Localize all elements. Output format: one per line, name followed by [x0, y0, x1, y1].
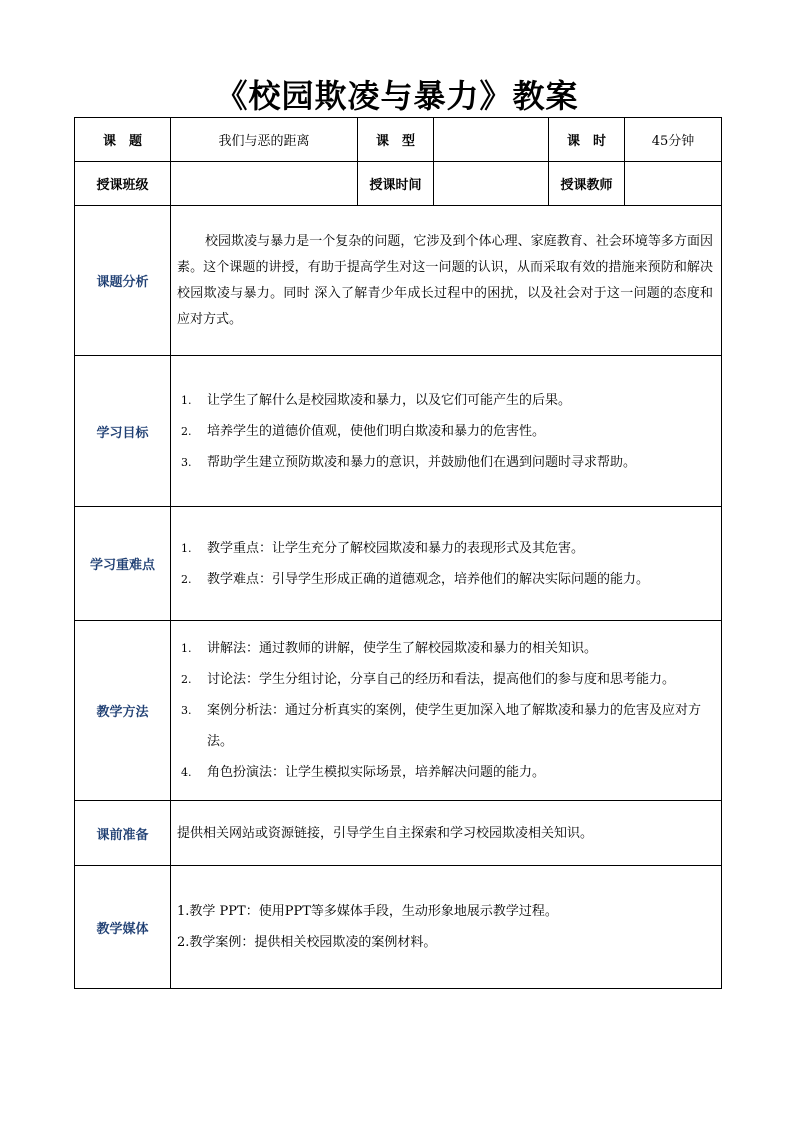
analysis-content [171, 206, 722, 356]
hours-value: 45分钟 [625, 118, 722, 162]
list-item: 2. 培养学生的道德价值观，使他们明白欺凌和暴力的危害性。 [181, 423, 546, 439]
time-value [434, 162, 549, 206]
methods-list [177, 633, 713, 788]
media-row [75, 866, 722, 989]
header-row-1 [75, 118, 722, 162]
preparation-text: 提供相关网站或资源链接，引导学生自主探索和学习校园欺凌相关知识。 [177, 825, 594, 841]
analysis-row [75, 206, 722, 356]
objectives-content [171, 356, 722, 507]
media-label: 教学媒体 [75, 866, 171, 989]
type-label: 课 型 [358, 118, 434, 162]
preparation-label: 课前准备 [75, 801, 171, 866]
list-item: 1. 教学重点：让学生充分了解校园欺凌和暴力的表现形式及其危害。 [181, 540, 585, 556]
teacher-label: 授课教师 [549, 162, 625, 206]
list-item: 2. 教学难点：引导学生形成正确的道德观念，培养他们的解决实际问题的能力。 [181, 571, 650, 587]
media-content [171, 866, 722, 989]
analysis-text: 校园欺凌与暴力是一个复杂的问题，它涉及到个体心理、家庭教育、社会环境等多方面因素。这个课题的讲授，有助于提高学生对这一问题的认识，从而采取有效的措施来预防和解决校园欺凌与暴力。同时 深入了解青少年成长过程中的困扰，以及社会对于这一问题的态度和应对方式。 [177, 233, 713, 327]
methods-label: 教学方法 [75, 621, 171, 801]
list-item: 2. 讨论法：学生分组讨论，分享自己的经历和看法，提高他们的参与度和思考能力。 [181, 672, 676, 687]
key-points-label: 学习重难点 [75, 507, 171, 621]
preparation-row [75, 801, 722, 866]
methods-row [75, 621, 722, 801]
methods-content [171, 621, 722, 801]
objectives-list [177, 385, 713, 478]
type-value [434, 118, 549, 162]
key-points-list [177, 533, 713, 595]
list-item: 1. 让学生了解什么是校园欺凌和暴力，以及它们可能产生的后果。 [181, 392, 572, 408]
hours-label: 课 时 [549, 118, 625, 162]
objectives-label: 学习目标 [75, 356, 171, 507]
time-label: 授课时间 [358, 162, 434, 206]
list-item: 1. 讲解法：通过教师的讲解，使学生了解校园欺凌和暴力的相关知识。 [181, 641, 598, 656]
analysis-label: 课题分析 [75, 206, 171, 356]
document-title: 《校园欺凌与暴力》教案 [215, 77, 579, 115]
key-points-content [171, 507, 722, 621]
objectives-row [75, 356, 722, 507]
media-line: 2.教学案例：提供相关校园欺凌的案例材料。 [177, 935, 437, 950]
list-item: 3. 帮助学生建立预防欺凌和暴力的意识，并鼓励他们在遇到问题时寻求帮助。 [181, 454, 637, 470]
list-item: 4. 角色扮演法：让学生模拟实际场景，培养解决问题的能力。 [181, 765, 546, 780]
class-label: 授课班级 [75, 162, 171, 206]
list-item: 3. 案例分析法：通过分析真实的案例，使学生更加深入地了解欺凌和暴力的危害及应对方法。 [181, 703, 702, 749]
key-points-row [75, 507, 722, 621]
lesson-plan-table [74, 117, 722, 989]
preparation-content [171, 801, 722, 866]
topic-label: 课 题 [75, 118, 171, 162]
media-line: 1.教学 PPT：使用PPT等多媒体手段，生动形象地展示教学过程。 [177, 904, 558, 919]
class-value [171, 162, 358, 206]
teacher-value [625, 162, 722, 206]
topic-value: 我们与恶的距离 [171, 118, 358, 162]
header-row-2 [75, 162, 722, 206]
